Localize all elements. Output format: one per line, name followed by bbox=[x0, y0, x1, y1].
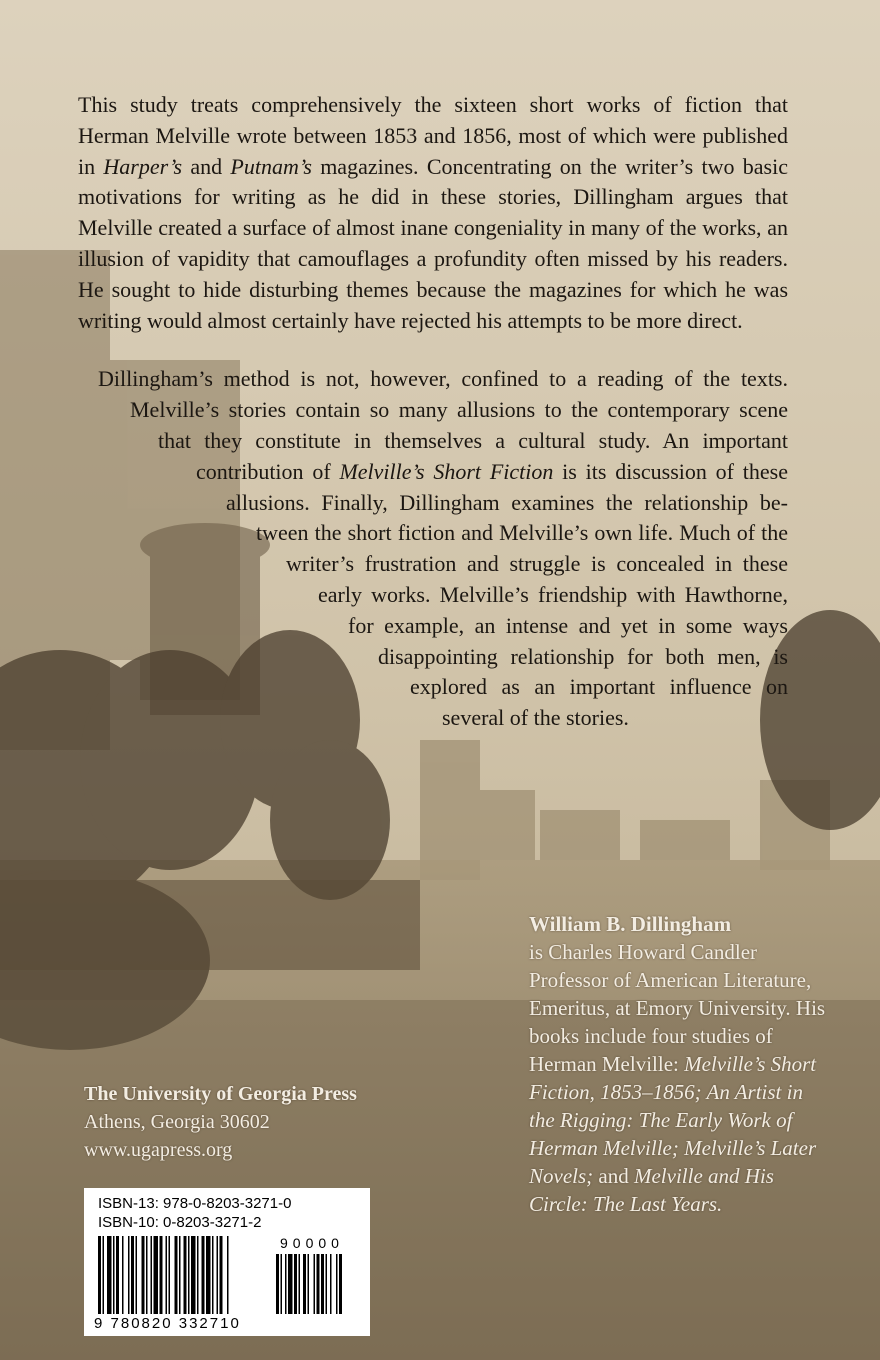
barcode-bar bbox=[128, 1236, 130, 1314]
bio-seg-0: is Charles Howard Candler Professor of American Literature, Emeritus, at Emory University. His books include four studies of Herman Melville: bbox=[529, 940, 826, 1076]
bio-seg-3: Melville and His Circle: The Last Years. bbox=[529, 1164, 774, 1216]
description-paragraph-1 bbox=[78, 90, 788, 336]
publisher-address: Athens, Georgia 30602 bbox=[84, 1111, 270, 1133]
barcode-bar bbox=[122, 1236, 124, 1314]
barcode-bar bbox=[202, 1236, 205, 1314]
isbn-10: ISBN-10: 0-8203-3271-2 bbox=[98, 1214, 262, 1231]
bio-seg-1: Melville’s Short Fiction, 1853–1856; An Artist in the Rigging: The Early Work of Herman Melville; Melville’s Later Novels; bbox=[529, 1052, 817, 1188]
barcode-bar bbox=[107, 1236, 112, 1314]
para1-seg-0: This study treats comprehensively the sixteen short works of fiction that Herman Melville wrote between 1853 and 1856, most of which were published in bbox=[78, 92, 788, 179]
para2-seg-0: Dillingham’s method is not, however, confined to a reading of the texts. Melville’s stories contain so many allusions to the contemporary scene that they constitute in themselves a cultural study. An important contribution of bbox=[98, 366, 788, 484]
addon-bar bbox=[308, 1254, 310, 1314]
barcode-bar bbox=[206, 1236, 211, 1314]
barcode-bar bbox=[179, 1236, 181, 1314]
addon-bar bbox=[281, 1254, 283, 1314]
barcode-bar bbox=[220, 1236, 223, 1314]
barcode-bar bbox=[175, 1236, 178, 1314]
addon-bar bbox=[294, 1254, 297, 1314]
barcode-bar bbox=[116, 1236, 119, 1314]
addon-bar bbox=[303, 1254, 306, 1314]
addon-bar bbox=[321, 1254, 324, 1314]
addon-bar bbox=[314, 1254, 316, 1314]
barcode-bar bbox=[131, 1236, 134, 1314]
para1-seg-2: and bbox=[182, 153, 231, 179]
addon-bar bbox=[326, 1254, 328, 1314]
barcode-bar bbox=[103, 1236, 105, 1314]
barcode-bar bbox=[146, 1236, 148, 1314]
addon-bar bbox=[276, 1254, 279, 1314]
barcode-bar bbox=[166, 1236, 168, 1314]
para1-seg-4: magazines. Concentrating on the writer’s two basic motivations for writing as he did in these stories, Dillingham argues that Melville created a surface of almost inane congeniality in many of the works, an illusion of vapidity that camouflages a profundity often missed by his readers. He sought to hide disturbing themes because the magazines for which he was writing would almost certainly have rejected his attempts to be more direct. bbox=[78, 153, 788, 333]
para1-seg-3: Putnam’s bbox=[230, 153, 312, 179]
author-bio bbox=[529, 910, 829, 1218]
addon-bar bbox=[330, 1254, 332, 1314]
barcode-bar bbox=[191, 1236, 196, 1314]
addon-bar bbox=[285, 1254, 287, 1314]
bio-seg-2: and bbox=[593, 1164, 634, 1188]
addon-bar bbox=[339, 1254, 342, 1314]
addon-bar bbox=[299, 1254, 301, 1314]
description-blurb bbox=[78, 90, 788, 734]
publisher-info bbox=[84, 1080, 444, 1164]
addon-bar bbox=[288, 1254, 293, 1314]
addon-bar bbox=[336, 1254, 338, 1314]
barcode-bar bbox=[136, 1236, 138, 1314]
barcode-bar bbox=[113, 1236, 115, 1314]
barcode-bar bbox=[169, 1236, 171, 1314]
description-paragraph-2 bbox=[78, 364, 788, 734]
para1-seg-1: Harper’s bbox=[103, 153, 183, 179]
barcode-bar bbox=[160, 1236, 163, 1314]
barcode-bar bbox=[212, 1236, 214, 1314]
author-name: William B. Dillingham bbox=[529, 912, 732, 936]
publisher-name: The University of Georgia Press bbox=[84, 1083, 357, 1105]
barcode-bar bbox=[197, 1236, 199, 1314]
isbn-barcode bbox=[84, 1188, 370, 1336]
barcode-bars bbox=[84, 1188, 370, 1336]
barcode-bar bbox=[217, 1236, 219, 1314]
para2-seg-1: Melville’s Short Fiction bbox=[339, 458, 554, 484]
isbn-13: ISBN-13: 978-0-8203-3271-0 bbox=[98, 1195, 292, 1212]
barcode-bar bbox=[151, 1236, 153, 1314]
publisher-website: www.ugapress.org bbox=[84, 1139, 233, 1161]
barcode-bar bbox=[142, 1236, 145, 1314]
price-code: 90000 bbox=[280, 1235, 344, 1251]
barcode-bar bbox=[98, 1236, 101, 1314]
para2-seg-2: is its discussion of these allusions. Finally, Dillingham examines the relationship between the short fiction and Melville’s own life. Much of the writer’s frustration and struggle is concealed in these early works. Melville’s friendship with Hawthorne, for example, an intense and yet in some ways disappointing relationship for both men, is explored as an important influence on several of the stories. bbox=[226, 458, 788, 731]
addon-bar bbox=[317, 1254, 320, 1314]
author-bio-text bbox=[529, 938, 829, 1218]
barcode-bar bbox=[184, 1236, 187, 1314]
barcode-bar bbox=[188, 1236, 190, 1314]
ean-digits: 9 780820 332710 bbox=[94, 1315, 241, 1332]
barcode-bar bbox=[227, 1236, 229, 1314]
barcode-bar bbox=[154, 1236, 159, 1314]
